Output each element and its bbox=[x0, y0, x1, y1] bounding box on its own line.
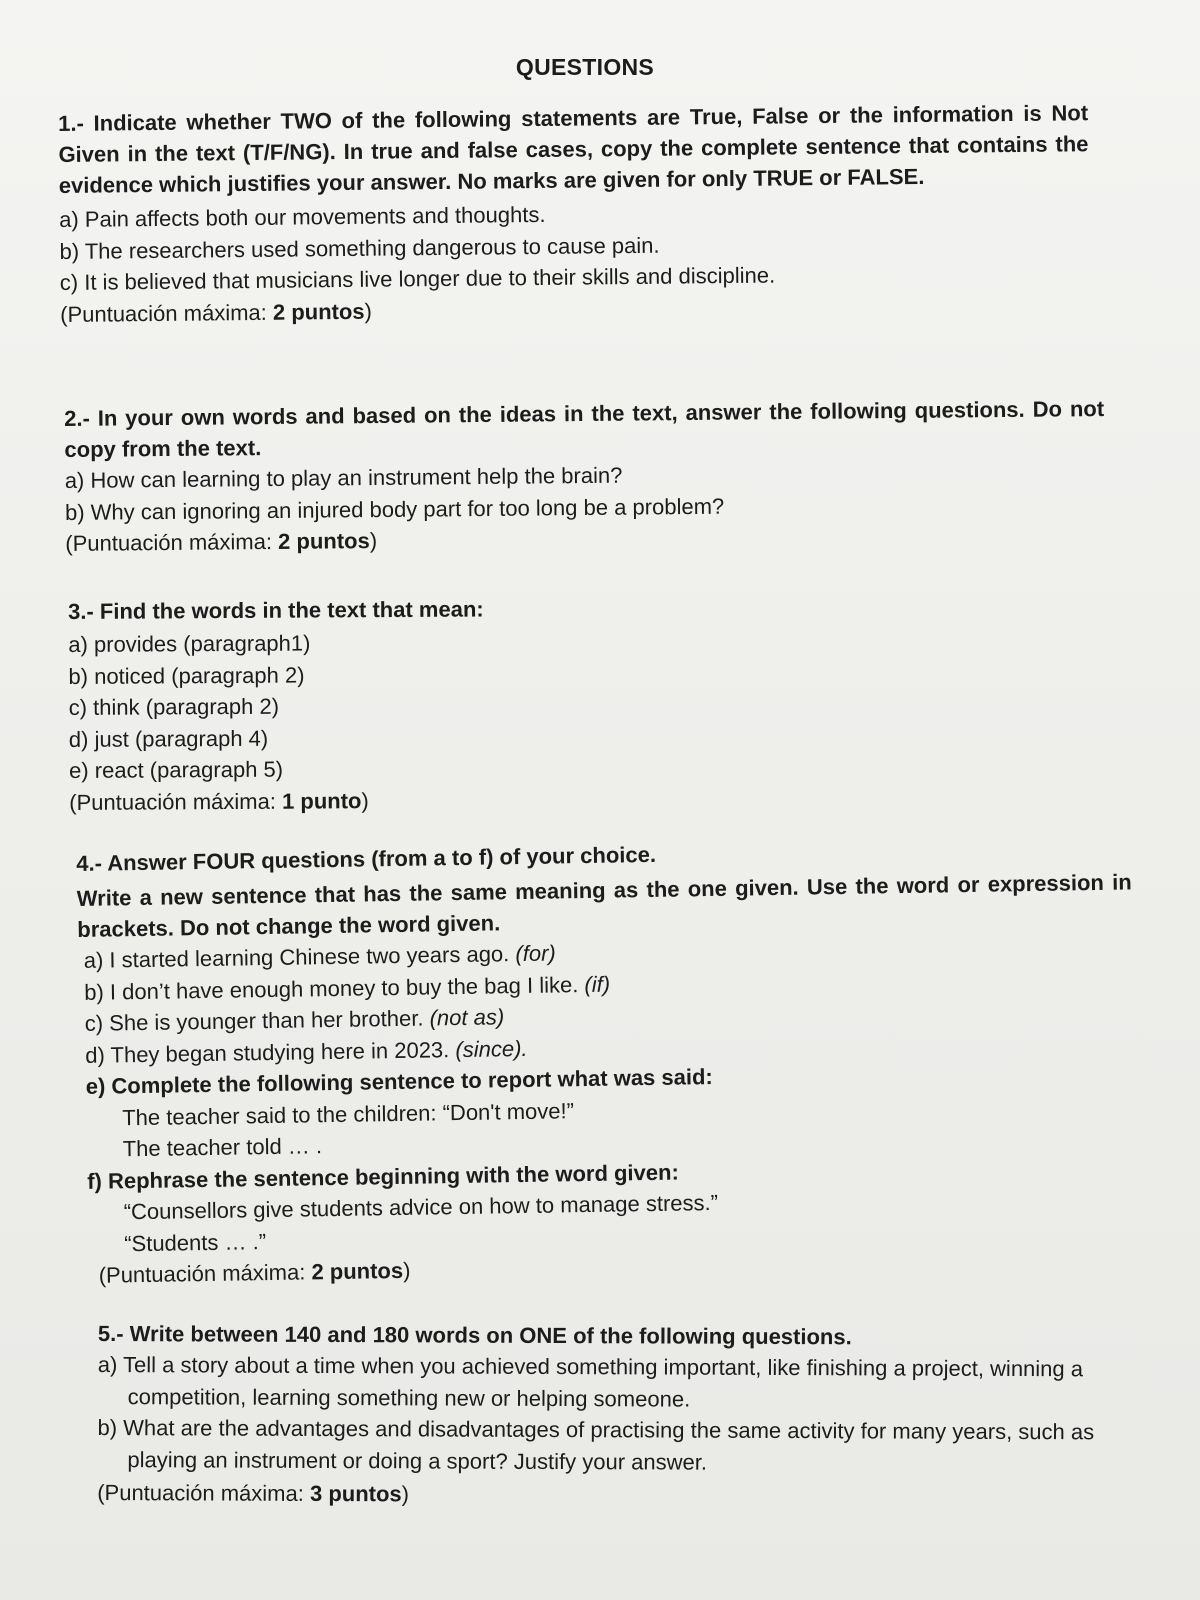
score-close: ) bbox=[361, 787, 369, 813]
score-label: (Puntuación máxima: bbox=[60, 299, 274, 327]
item-hint: (if) bbox=[584, 971, 611, 997]
score-label: (Puntuación máxima: bbox=[65, 528, 279, 556]
question-4-item-f-line1: “Counsellors give students advice on how to manage stress.” bbox=[123, 1189, 719, 1225]
score-value: 3 puntos bbox=[309, 1480, 402, 1507]
question-4-heading-line2: Write a new sentence that has the same meaning as the one given. Use the word or expression in brackets. Do not change the word given. bbox=[76, 869, 1132, 942]
question-5-score bbox=[97, 1477, 1157, 1514]
question-5 bbox=[97, 1318, 1158, 1514]
question-5-item-a: a) Tell a story about a time when you achieved something important, like finishing a project, winning a competition, learning something new or helping someone. bbox=[97, 1351, 1084, 1412]
page-title: QUESTIONS bbox=[515, 54, 655, 80]
score-value: 2 puntos bbox=[311, 1257, 404, 1285]
question-1-item-b: b) The researchers used something dangerous to cause pain. bbox=[59, 232, 660, 264]
item-text: c) She is younger than her brother. bbox=[84, 1005, 430, 1036]
question-3-heading: 3.- Find the words in the text that mean: bbox=[68, 596, 484, 624]
question-4-item-e-line1: The teacher said to the children: “Don't move!” bbox=[122, 1097, 575, 1130]
question-4 bbox=[76, 831, 1138, 1292]
item-text: d) They began studying here in 2023. bbox=[85, 1036, 456, 1068]
question-2-heading: 2.- In your own words and based on the ideas in the text, answer the following questions. Do not copy from the text. bbox=[64, 396, 1105, 462]
question-2-item-a: a) How can learning to play an instrument help the brain? bbox=[64, 462, 623, 493]
question-1 bbox=[58, 97, 1090, 330]
score-label: (Puntuación máxima: bbox=[98, 1259, 312, 1288]
question-2-item-b: b) Why can ignoring an injured body part for too long be a problem? bbox=[64, 493, 725, 525]
score-value: 1 punto bbox=[281, 787, 362, 814]
question-2 bbox=[64, 393, 1105, 560]
question-5-item-b: b) What are the advantages and disadvantages of practising the same activity for many years, such as playing an instrument or doing a sport? Justify your answer. bbox=[97, 1414, 1095, 1475]
question-4-heading-line1: 4.- Answer FOUR questions (from a to f) of your choice. bbox=[76, 841, 657, 876]
score-value: 2 puntos bbox=[272, 298, 365, 325]
question-3-item-e: e) react (paragraph 5) bbox=[68, 756, 284, 783]
score-value: 2 puntos bbox=[277, 528, 370, 554]
item-text: a) I started learning Chinese two years ago. bbox=[83, 941, 516, 973]
question-3 bbox=[68, 592, 769, 819]
question-3-item-c: c) think (paragraph 2) bbox=[68, 693, 280, 720]
question-4-item-f-heading: f) Rephrase the sentence beginning with the word given: bbox=[87, 1159, 679, 1194]
question-1-item-c: c) It is believed that musicians live longer due to their skills and discipline. bbox=[59, 262, 776, 295]
item-hint: (not as) bbox=[429, 1004, 505, 1031]
question-3-item-b: b) noticed (paragraph 2) bbox=[68, 662, 305, 689]
question-4-item-f-line2: “Students … .” bbox=[124, 1228, 267, 1256]
item-hint: (for) bbox=[515, 940, 556, 967]
question-4-item-e-heading: e) Complete the following sentence to report what was said: bbox=[85, 1064, 713, 1099]
score-close: ) bbox=[364, 298, 373, 324]
score-close: ) bbox=[402, 1257, 411, 1283]
question-5-heading: 5.- Write between 140 and 180 words on ONE of the following questions. bbox=[97, 1321, 852, 1350]
question-1-heading: 1.- Indicate whether TWO of the following statements are True, False or the information is Not Given in the text (T/F/NG). In true and false cases, copy the complete sentence that contains the evidence which justifies your answer. No marks are given for only TRUE or FALSE. bbox=[58, 100, 1089, 198]
score-close: ) bbox=[369, 528, 378, 554]
score-close: ) bbox=[401, 1481, 410, 1507]
item-text: b) I don’t have enough money to buy the bag I like. bbox=[84, 971, 585, 1005]
question-3-score bbox=[69, 782, 769, 818]
item-hint: (since). bbox=[455, 1035, 528, 1062]
score-label: (Puntuación máxima: bbox=[69, 788, 283, 815]
question-3-item-a: a) provides (paragraph1) bbox=[68, 630, 311, 657]
question-4-item-e-line2: The teacher told … . bbox=[122, 1133, 323, 1162]
question-3-item-d: d) just (paragraph 4) bbox=[68, 725, 269, 752]
question-1-item-a: a) Pain affects both our movements and thoughts. bbox=[59, 201, 546, 232]
score-label: (Puntuación máxima: bbox=[97, 1479, 311, 1506]
